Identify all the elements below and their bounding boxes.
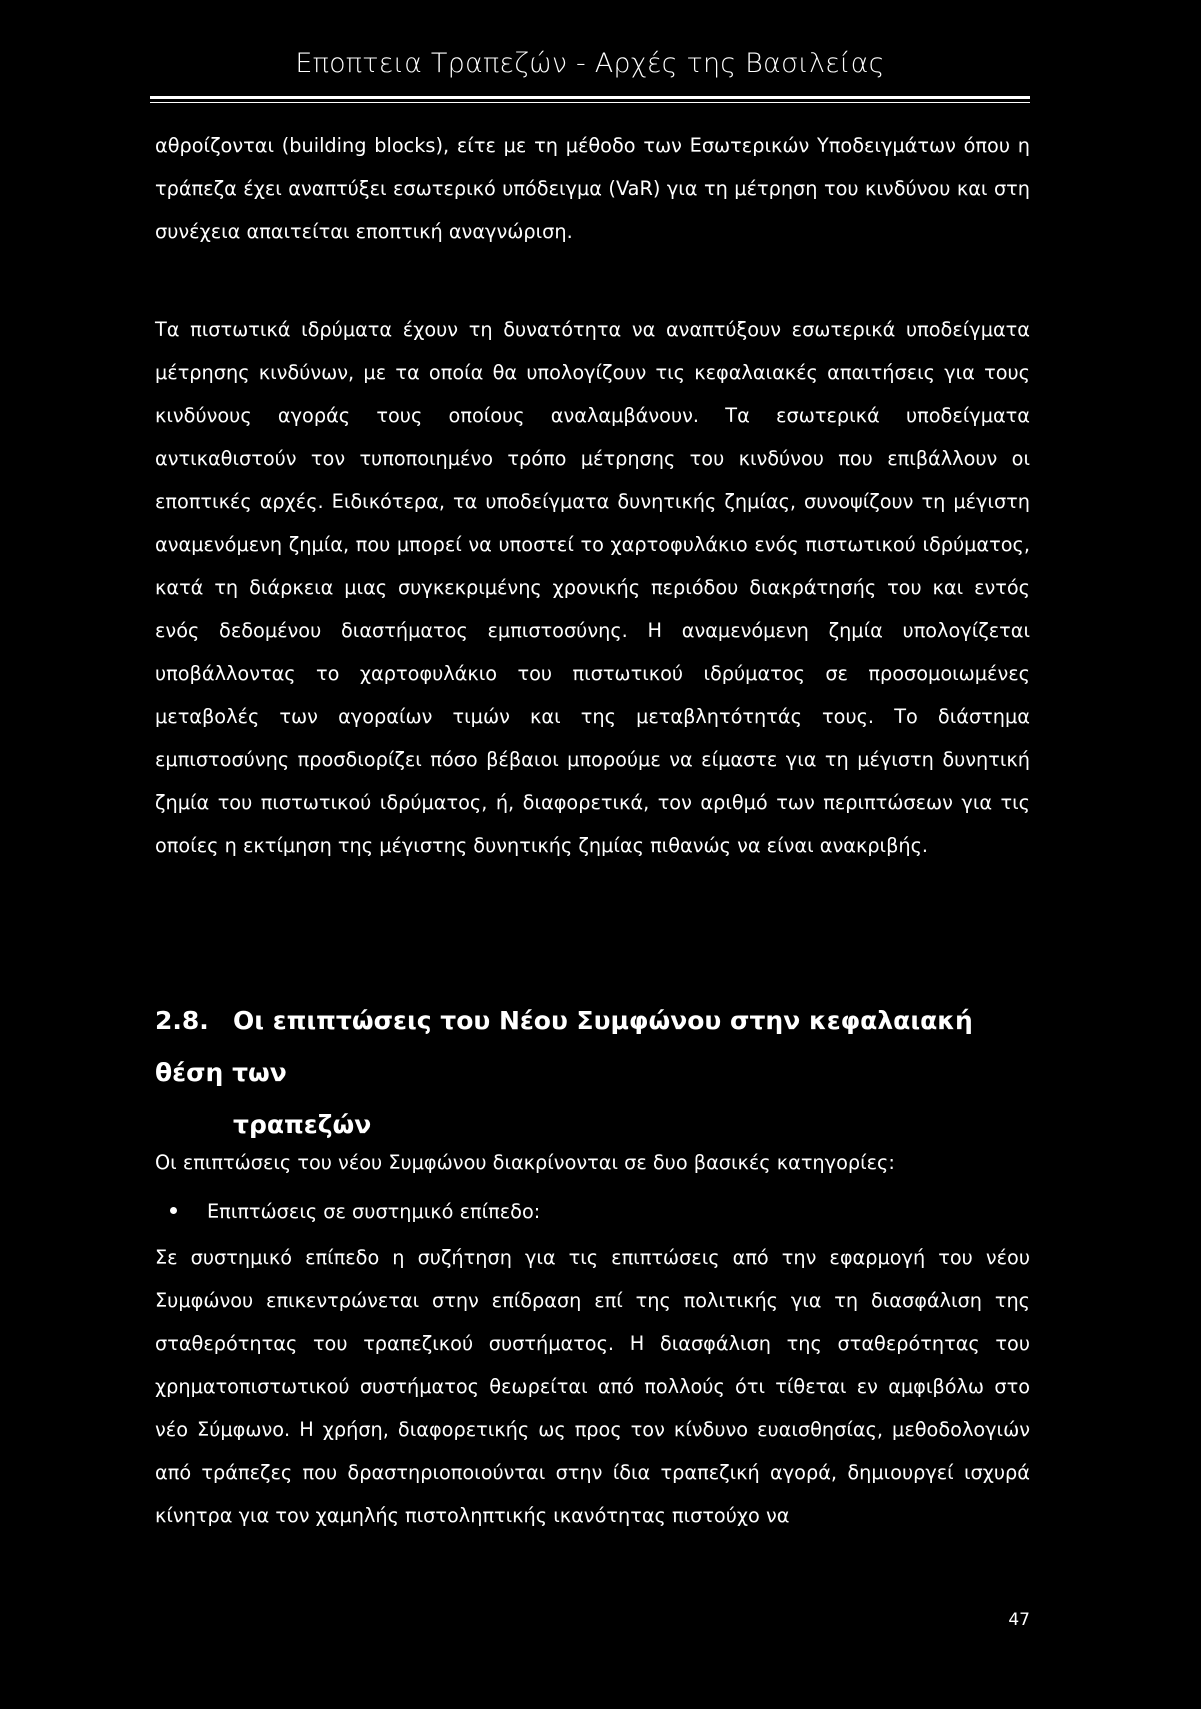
section-title-line1: Οι επιπτώσεις του Νέου Συμφώνου στην κεφαλαιακή θέση των	[155, 1006, 973, 1087]
running-header-title: Εποπτεια Τραπεζών - Αρχές της Βασιλείας	[295, 48, 885, 79]
bullet-label: Επιπτώσεις σε συστημικό επίπεδο:	[207, 1200, 541, 1223]
paragraph-continuation: αθροίζονται (building blocks), είτε με τη μέθοδο των Εσωτερικών Υποδειγμάτων όπου η τράπεζα έχει αναπτύξει εσωτερικό υπόδειγμα (VaR) για τη μέτρηση του κινδύνου και στη συνέχεια απαιτείται εποπτική αναγνώριση.	[155, 134, 1030, 243]
header-rule	[150, 96, 1030, 99]
header-rule-secondary	[150, 102, 1030, 103]
section-heading	[155, 995, 1035, 1151]
paragraph-systemic-level: Σε συστημικό επίπεδο η συζήτηση για τις επιπτώσεις από την εφαρμογή του νέου Συμφώνου επικεντρώνεται στην επίδραση επί της πολιτικής για τη διασφάλιση της σταθερότητας του τραπεζικού συστήματος. Η διασφάλιση της σταθερότητας του χρηματοπιστωτικού συστήματος θεωρείται από πολλούς ότι τίθεται εν αμφιβόλω στο νέο Σύμφωνο. Η χρήση, διαφορετικής ως προς τον κίνδυνο ευαισθησίας, μεθοδολογιών από τράπεζες που δραστηριοποιούνται στην ίδια τραπεζική αγορά, δημιουργεί ισχυρά κίνητρα για τον χαμηλής πιστοληπτικής ικανότητας πιστούχο να	[155, 1246, 1030, 1527]
paragraph-internal-models: Τα πιστωτικά ιδρύματα έχουν τη δυνατότητα να αναπτύξουν εσωτερικά υποδείγματα μέτρησης κινδύνων, με τα οποία θα υπολογίζουν τις κεφαλαιακές απαιτήσεις για τους κινδύνους αγοράς τους οποίους αναλαμβάνουν. Τα εσωτερικά υποδείγματα αντικαθιστούν τον τυποποιημένο τρόπο μέτρησης του κινδύνου που επιβάλλουν οι εποπτικές αρχές. Ειδικότερα, τα υποδείγματα δυνητικής ζημίας, συνοψίζουν τη μέγιστη αναμενόμενη ζημία, που μπορεί να υποστεί το χαρτοφυλάκιο ενός πιστωτικού ιδρύματος, κατά τη διάρκεια μιας συγκεκριμένης χρονικής περιόδου διακράτησής του και εντός ενός δεδομένου διαστήματος εμπιστοσύνης. Η αναμενόμενη ζημία υπολογίζεται υποβάλλοντας το χαρτοφυλάκιο του πιστωτικού ιδρύματος σε προσομοιωμένες μεταβολές των αγοραίων τιμών και της μεταβλητότητάς τους. Το διάστημα εμπιστοσύνης προσδιορίζει πόσο βέβαιοι μπορούμε να είμαστε για τη μέγιστη δυνητική ζημία του πιστωτικού ιδρύματος, ή, διαφορετικά, τον αριθμό των περιπτώσεων για τις οποίες η εκτίμηση της μέγιστης δυνητικής ζημίας πιθανώς να είναι ανακριβής.	[155, 318, 1030, 857]
section-number: 2.8.	[155, 1006, 209, 1035]
section-title-line2: τραπεζών	[233, 1110, 372, 1139]
bullet-icon	[170, 1207, 177, 1214]
running-header	[150, 48, 1030, 79]
page-number: 47	[1008, 1610, 1030, 1630]
bullet-list-item	[170, 1190, 1030, 1233]
paragraph-categories-intro: Οι επιπτώσεις του νέου Συμφώνου διακρίνονται σε δυο βασικές κατηγορίες:	[155, 1151, 895, 1174]
